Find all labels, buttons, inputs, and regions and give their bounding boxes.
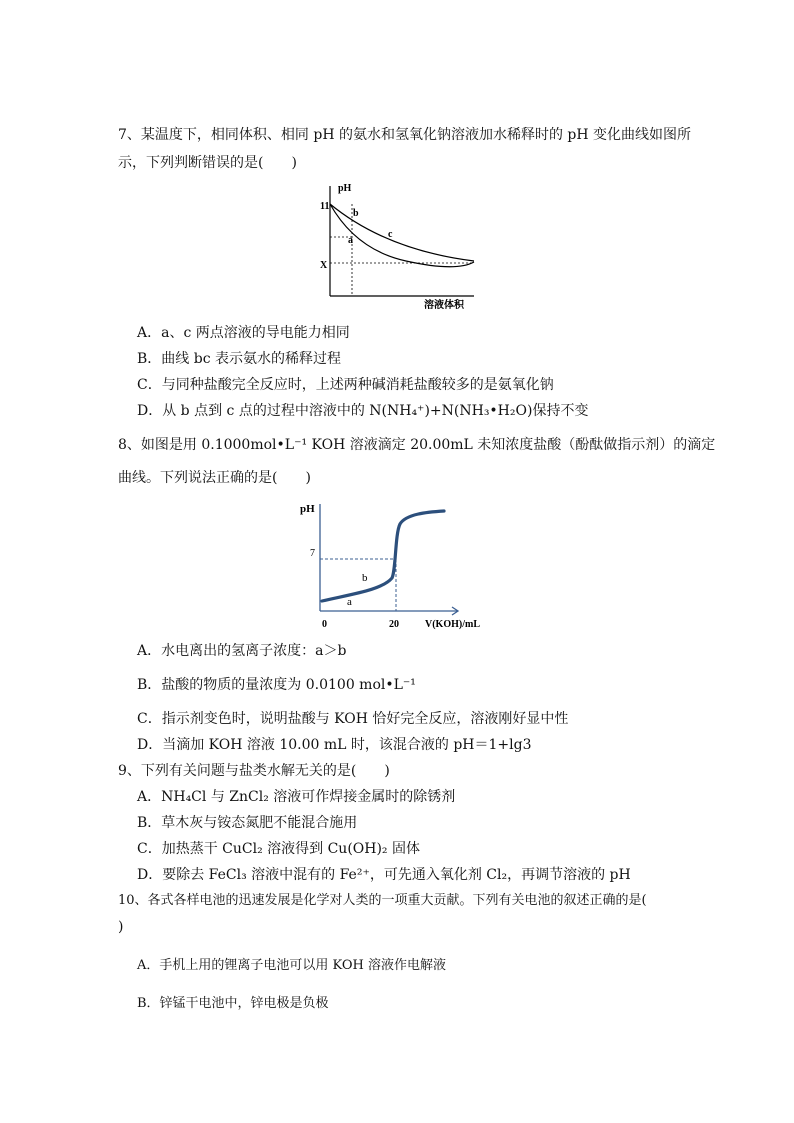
- q9-option-d: D．要除去 FeCl₃ 溶液中混有的 Fe²⁺，可先通入氧化剂 Cl₂，再调节溶液的 pH: [137, 867, 631, 883]
- q8-option-a: A．水电离出的氢离子浓度：a＞b: [137, 643, 347, 659]
- q7-label-c: c: [388, 229, 393, 240]
- q7-dilution-figure: [316, 180, 478, 310]
- q7-y-label: pH: [338, 183, 352, 194]
- q8-titration-figure: [292, 498, 492, 633]
- q7-option-c: C．与同种盐酸完全反应时，上述两种碱消耗盐酸较多的是氨氧化钠: [137, 377, 554, 393]
- q7-tick-x: X: [320, 260, 328, 271]
- q8-tick-7: 7: [310, 548, 315, 559]
- q8-option-d: D．当滴加 KOH 溶液 10.00 mL 时，该混合液的 pH＝1+lg3: [137, 737, 532, 753]
- q7-option-d: D．从 b 点到 c 点的过程中溶液中的 N(NH₄⁺)+N(NH₃•H₂O)保持不变: [137, 403, 589, 419]
- q7-label-b: b: [353, 208, 359, 219]
- q7-tick-11: 11: [320, 201, 330, 212]
- q8-label-a: a: [347, 596, 352, 608]
- q8-option-c: C．指示剂变色时，说明盐酸与 KOH 恰好完全反应，溶液刚好显中性: [137, 711, 569, 727]
- q8-tick-0: 0: [322, 619, 327, 630]
- q7-option-a: A．a、c 两点溶液的导电能力相同: [137, 325, 350, 341]
- q9-option-b: B．草木灰与铵态氮肥不能混合施用: [137, 815, 358, 831]
- q9-option-c: C．加热蒸干 CuCl₂ 溶液得到 Cu(OH)₂ 固体: [137, 841, 420, 857]
- q8-y-label: pH: [300, 503, 315, 515]
- q8-label-b: b: [362, 572, 368, 584]
- q10-stem-line2: ): [118, 919, 124, 935]
- q8-x-label: V(KOH)/mL: [425, 619, 480, 630]
- q10-stem-line1: 10、各式各样电池的迅速发展是化学对人类的一项重大贡献。下列有关电池的叙述正确的是(: [118, 893, 647, 908]
- q9-option-a: A．NH₄Cl 与 ZnCl₂ 溶液可作焊接金属时的除锈剂: [137, 789, 456, 805]
- q8-titration-curve: [322, 511, 444, 601]
- q10-option-b: B．锌锰干电池中，锌电极是负极: [137, 996, 329, 1011]
- q7-label-a: a: [348, 235, 353, 246]
- q8-stem-line1: 8、如图是用 0.1000mol•L⁻¹ KOH 溶液滴定 20.00mL 未知浓度盐酸（酚酞做指示剂）的滴定: [118, 437, 716, 453]
- q7-stem-line1: 7、某温度下，相同体积、相同 pH 的氨水和氢氧化钠溶液加水稀释时的 pH 变化曲线如图所: [118, 127, 692, 143]
- q10-option-a: A．手机上用的锂离子电池可以用 KOH 溶液作电解液: [137, 958, 447, 973]
- q8-tick-20: 20: [389, 619, 399, 630]
- q9-stem: 9、下列有关问题与盐类水解无关的是( ): [118, 763, 390, 779]
- q7-x-label: 溶液体积: [424, 300, 464, 310]
- q7-stem-line2: 示，下列判断错误的是( ): [118, 155, 297, 171]
- q8-option-b: B．盐酸的物质的量浓度为 0.0100 mol•L⁻¹: [137, 677, 416, 693]
- q7-option-b: B．曲线 bc 表示氨水的稀释过程: [137, 351, 341, 367]
- q8-stem-line2: 曲线。下列说法正确的是( ): [118, 470, 311, 486]
